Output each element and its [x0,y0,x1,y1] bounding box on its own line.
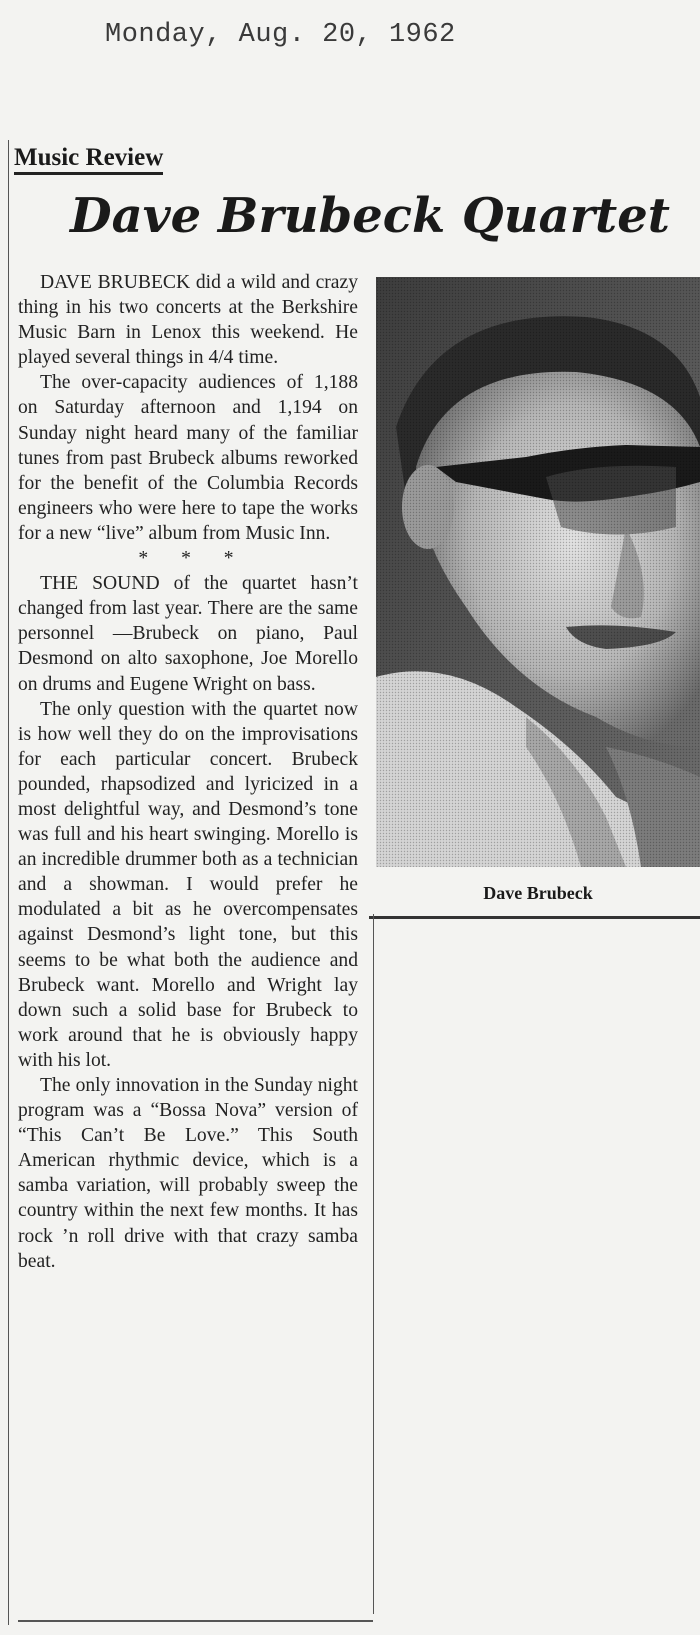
paragraph: The over-capacity audiences of 1,188 on Saturday afternoon and 1,194 on Sunday night heard many of the familiar tunes from past Brubeck albums reworked for the benefit of the Columbia Records engineers who were here to tape the works for a new “live” album from Music Inn. [18,372,358,544]
paragraph: THE SOUND of the quartet hasn’t changed from last year. There are the same personnel —Brubeck on piano, Paul Desmond on alto saxophone, Joe Morello on drums and Eugene Wright on bass. [18,573,358,695]
portrait-photo [376,277,700,867]
article-body [18,270,358,1274]
headline: Dave Brubeck Quartet [70,188,670,244]
section-kicker: Music Review [14,144,163,175]
photo-caption: Dave Brubeck [483,883,593,903]
dateline: Monday, Aug. 20, 1962 [105,20,456,50]
paragraph: The only question with the quartet now is how well they do on the improvisations for each particular concert. Brubeck pounded, rhapsodized and lyricized in a most delightful way, and Desmond’s tone was full and his heart swinging. Morello is an incredible drummer both as a technician and a showman. I would prefer he modulated a bit as he overcompensates against Desmond’s light tone, but this seems to be what both the audience and Brubeck want. Morello and Wright lay down such a solid base for Brubeck to work around that he is obviously happy with his lot. [18,698,358,1071]
section-separator: * * * [138,548,248,570]
caption-rule [369,916,700,919]
column-rule-right [373,914,374,1614]
bottom-rule [18,1620,373,1622]
paragraph: The only innovation in the Sunday night program was a “Bossa Nova” version of “This Can’t Be Love.” This South American rhythmic device, which is a samba variation, will probably sweep the country within the next few months. It has rock ’n roll drive with that crazy samba beat. [18,1075,358,1272]
paragraph: DAVE BRUBECK did a wild and crazy thing in his two concerts at the Berkshire Music Barn in Lenox this weekend. He played several things in 4/4 time. [18,272,358,369]
column-rule-left [8,140,9,1625]
